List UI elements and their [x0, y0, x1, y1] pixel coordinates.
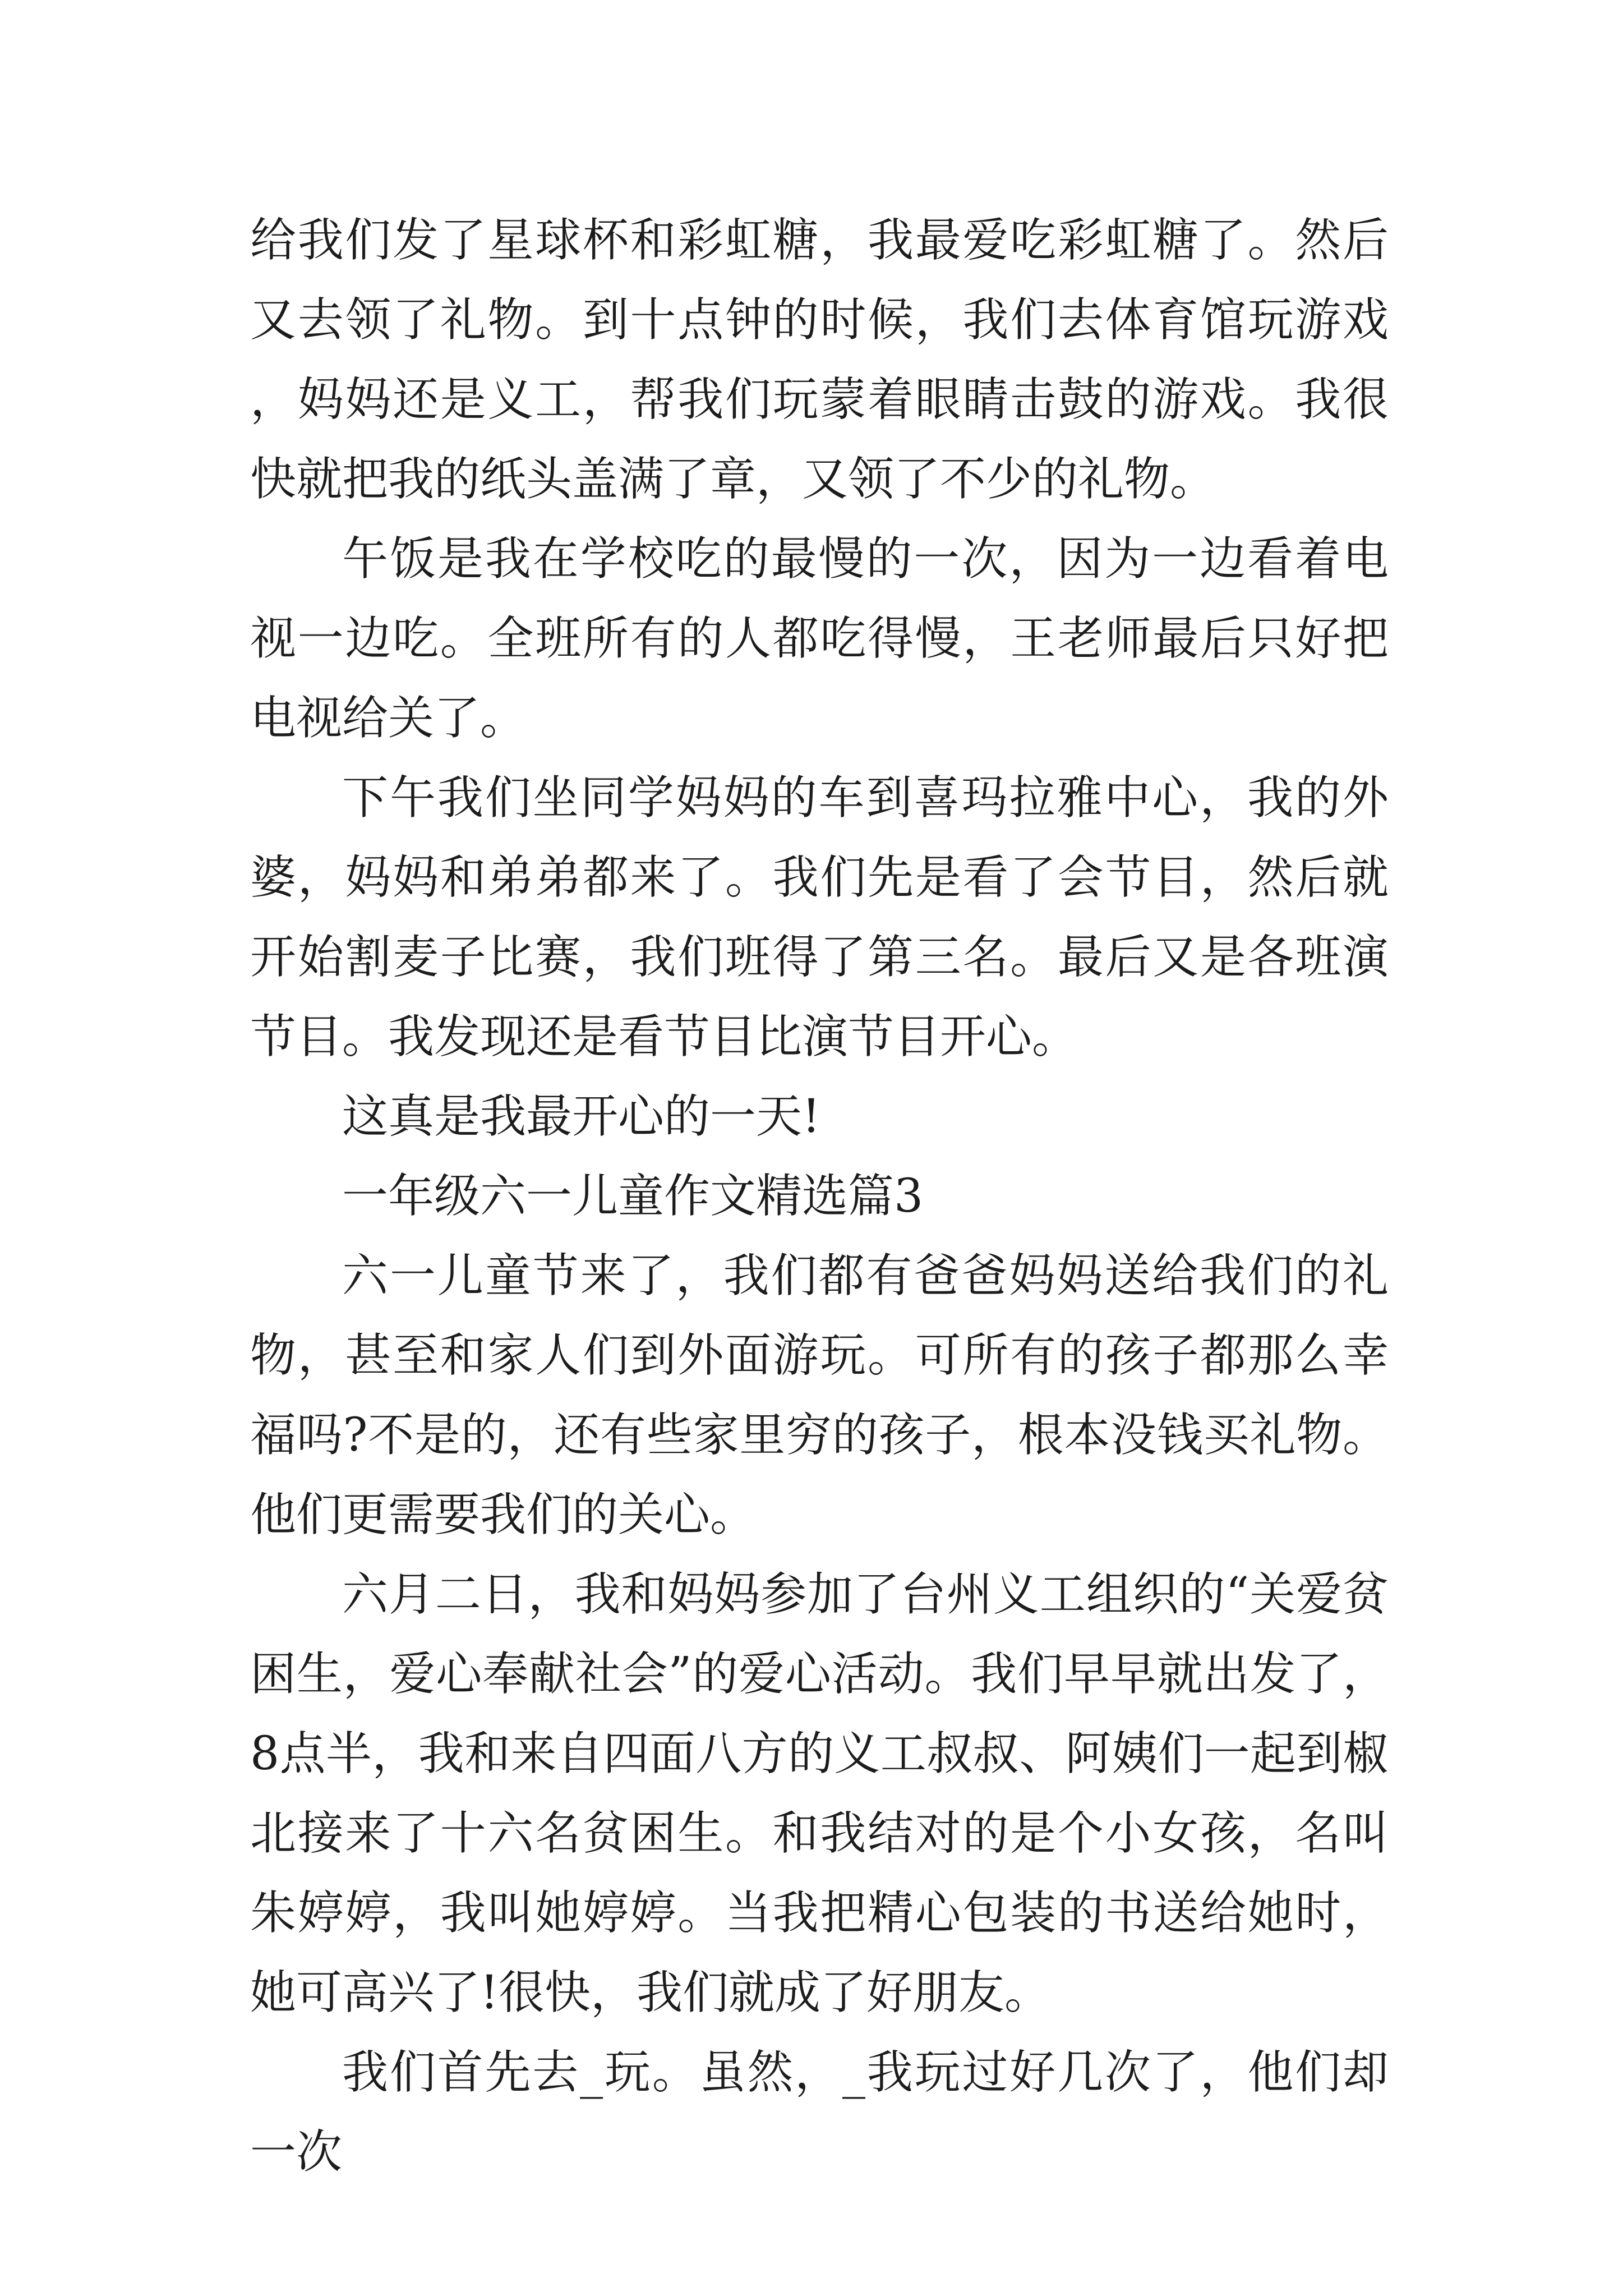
paragraph-lunch: 午饭是我在学校吃的最慢的一次，因为一边看着电视一边吃。全班所有的人都吃得慢，王老师最后只好把电视给关了。: [250, 532, 1389, 745]
paragraph-june-second: 六月二日，我和妈妈参加了台州义工组织的“关爱贫困生，爱心奉献社会”的爱心活动。我们早早就出发了，8点半，我和来自四面八方的义工叔叔、阿姨们一起到椒北接来了十六名贫困生。和我结对的是个小女孩，名叫朱婷婷，我叫她婷婷。当我把精心包装的书送给她时，她可高兴了!很快，我们就成了好朋友。: [250, 1568, 1389, 2019]
paragraph-first-went: 我们首先去_玩。虽然，_我玩过好几次了，他们却一次: [250, 2046, 1389, 2179]
paragraph-childrens-day: 六一儿童节来了，我们都有爸爸妈妈送给我们的礼物，甚至和家人们到外面游玩。可所有的孩子都那么幸福吗?不是的，还有些家里穷的孩子，根本没钱买礼物。他们更需要我们的关心。: [250, 1249, 1389, 1542]
paragraph-happiest-day: 这真是我最开心的一天!: [342, 1090, 820, 1143]
document-body: [250, 201, 1389, 2192]
paragraph-continuation: 给我们发了星球杯和彩虹糖，我最爱吃彩虹糖了。然后又去领了礼物。到十点钟的时候，我们去体育馆玩游戏，妈妈还是义工，帮我们玩蒙着眼睛击鼓的游戏。我很快就把我的纸头盖满了章，又领了不少的礼物。: [250, 214, 1389, 506]
section-heading: 一年级六一儿童作文精选篇3: [342, 1170, 924, 1223]
paragraph-afternoon: 下午我们坐同学妈妈的车到喜玛拉雅中心，我的外婆，妈妈和弟弟都来了。我们先是看了会节目，然后就开始割麦子比赛，我们班得了第三名。最后又是各班演节目。我发现还是看节目比演节目开心。: [250, 771, 1389, 1064]
